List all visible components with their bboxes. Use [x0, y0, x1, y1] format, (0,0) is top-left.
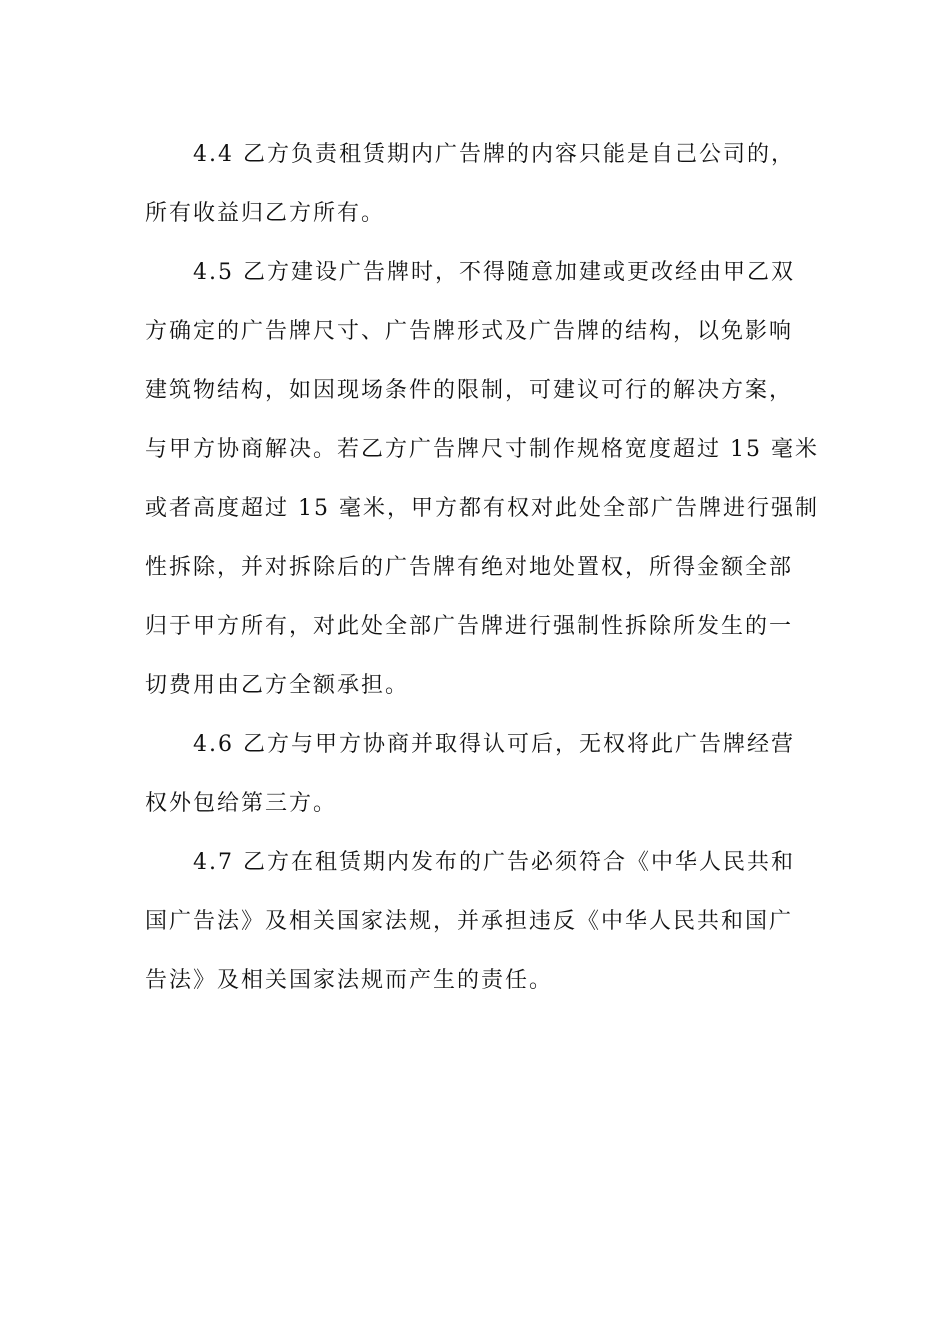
clause-4-6-line-1: 4.6 乙方与甲方协商并取得认可后，无权将此广告牌经营: [193, 732, 795, 757]
clause-4-7-line-3: 告法》及相关国家法规而产生的责任。: [145, 968, 554, 993]
clause-4-5-line-5: 或者高度超过 15 毫米，甲方都有权对此处全部广告牌进行强制: [145, 496, 819, 521]
clause-4-5-line-7: 归于甲方所有，对此处全部广告牌进行强制性拆除所发生的一: [145, 614, 794, 639]
clause-4-5-line-2: 方确定的广告牌尺寸、广告牌形式及广告牌的结构，以免影响: [145, 319, 794, 344]
clause-4-5-line-3: 建筑物结构，如因现场条件的限制，可建议可行的解决方案，: [145, 378, 794, 403]
clause-4-5-line-1: 4.5 乙方建设广告牌时，不得随意加建或更改经由甲乙双: [193, 260, 795, 285]
clause-4-7-line-2: 国广告法》及相关国家法规，并承担违反《中华人民共和国广: [145, 909, 794, 934]
clause-4-5-line-4: 与甲方协商解决。若乙方广告牌尺寸制作规格宽度超过 15 毫米: [145, 437, 819, 462]
document-body: [145, 125, 819, 1010]
clause-4-5-line-8: 切费用由乙方全额承担。: [145, 673, 410, 698]
clause-4-6-line-2: 权外包给第三方。: [145, 791, 338, 816]
clause-4-5-line-6: 性拆除，并对拆除后的广告牌有绝对地处置权，所得金额全部: [145, 555, 794, 580]
clause-4-4-line-1: 4.4 乙方负责租赁期内广告牌的内容只能是自己公司的，: [193, 142, 795, 167]
clause-4-7-line-1: 4.7 乙方在租赁期内发布的广告必须符合《中华人民共和: [193, 850, 795, 875]
clause-4-4-line-2: 所有收益归乙方所有。: [145, 201, 386, 226]
